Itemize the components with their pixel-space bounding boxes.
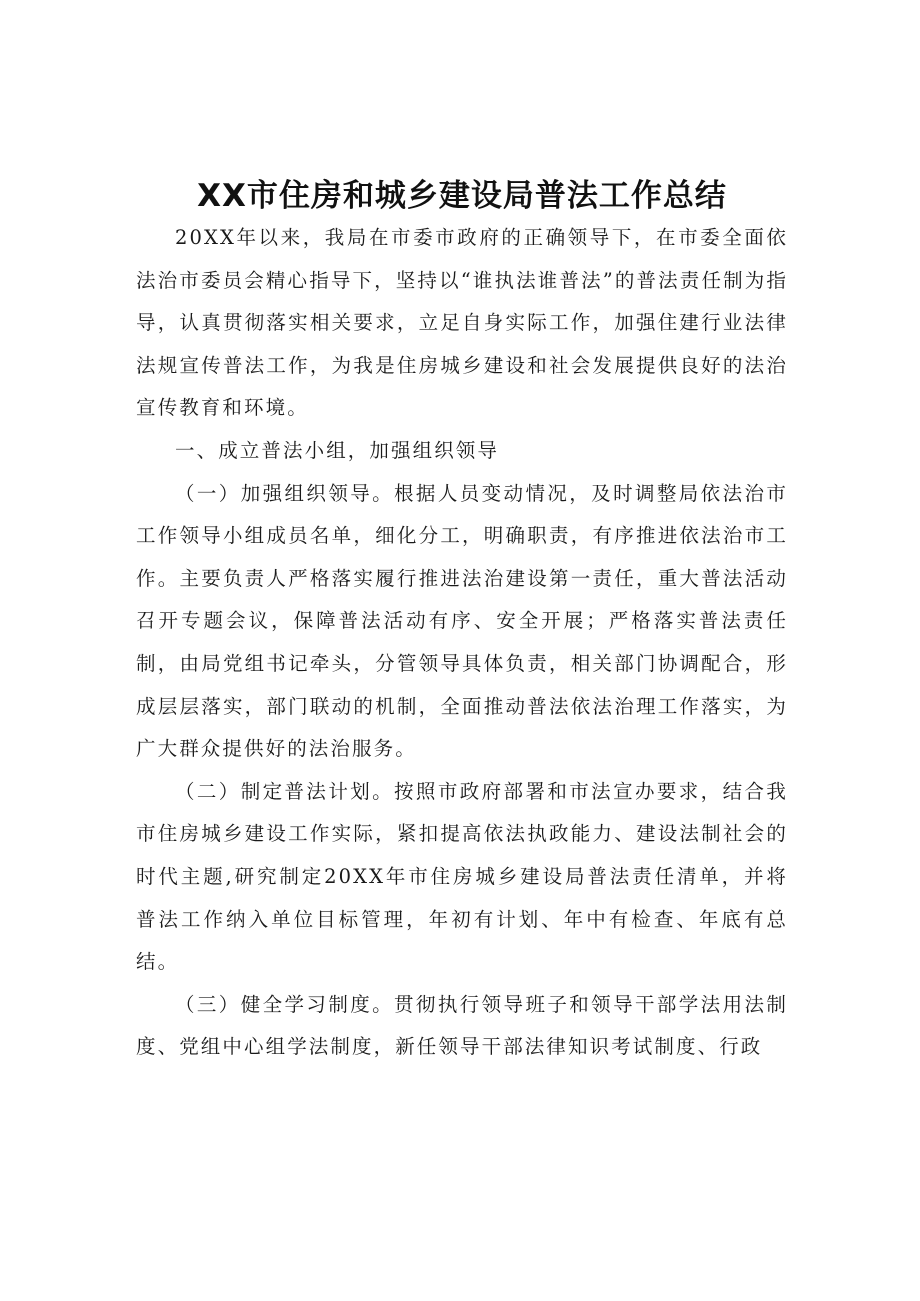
section-heading-1: 一、成立普法小组，加强组织领导	[175, 438, 500, 462]
paragraph-plan: （二）制定普法计划。按照市政府部署和市法宣办要求，结合我市住房城乡建设工作实际，紧扣提高依法执政能力、建设法制社会的时代主题,研究制定20XX年市住房城乡建设局普法责任清单，并将普法工作纳入单位目标管理，年初有计划、年中有检查、年底有总结。	[136, 779, 788, 974]
paragraph-study-system: （三）健全学习制度。贯彻执行领导班子和领导干部学法用法制度、党组中心组学法制度，新任领导干部法律知识考试制度、行政	[136, 992, 788, 1059]
paragraph-intro: 20XX年以来，我局在市委市政府的正确领导下，在市委全面依法治市委员会精心指导下，坚持以“谁执法谁普法”的普法责任制为指导，认真贯彻落实相关要求，立足自身实际工作，加强住建行业法律法规宣传普法工作，为我是住房城乡建设和社会发展提供良好的法治宣传教育和环境。	[136, 226, 788, 420]
paragraph-organization: （一）加强组织领导。根据人员变动情况，及时调整局依法治市工作领导小组成员名单，细化分工，明确职责，有序推进依法治市工作。主要负责人严格落实履行推进法治建设第一责任，重大普法活动召开专题会议，保障普法活动有序、安全开展；严格落实普法责任制，由局党组书记牵头，分管领导具体负责，相关部门协调配合，形成层层落实，部门联动的机制，全面推动普法依法治理工作落实，为广大群众提供好的法治服务。	[136, 481, 788, 761]
document-title: XX市住房和城乡建设局普法工作总结	[197, 178, 727, 214]
document-body	[136, 217, 788, 1069]
